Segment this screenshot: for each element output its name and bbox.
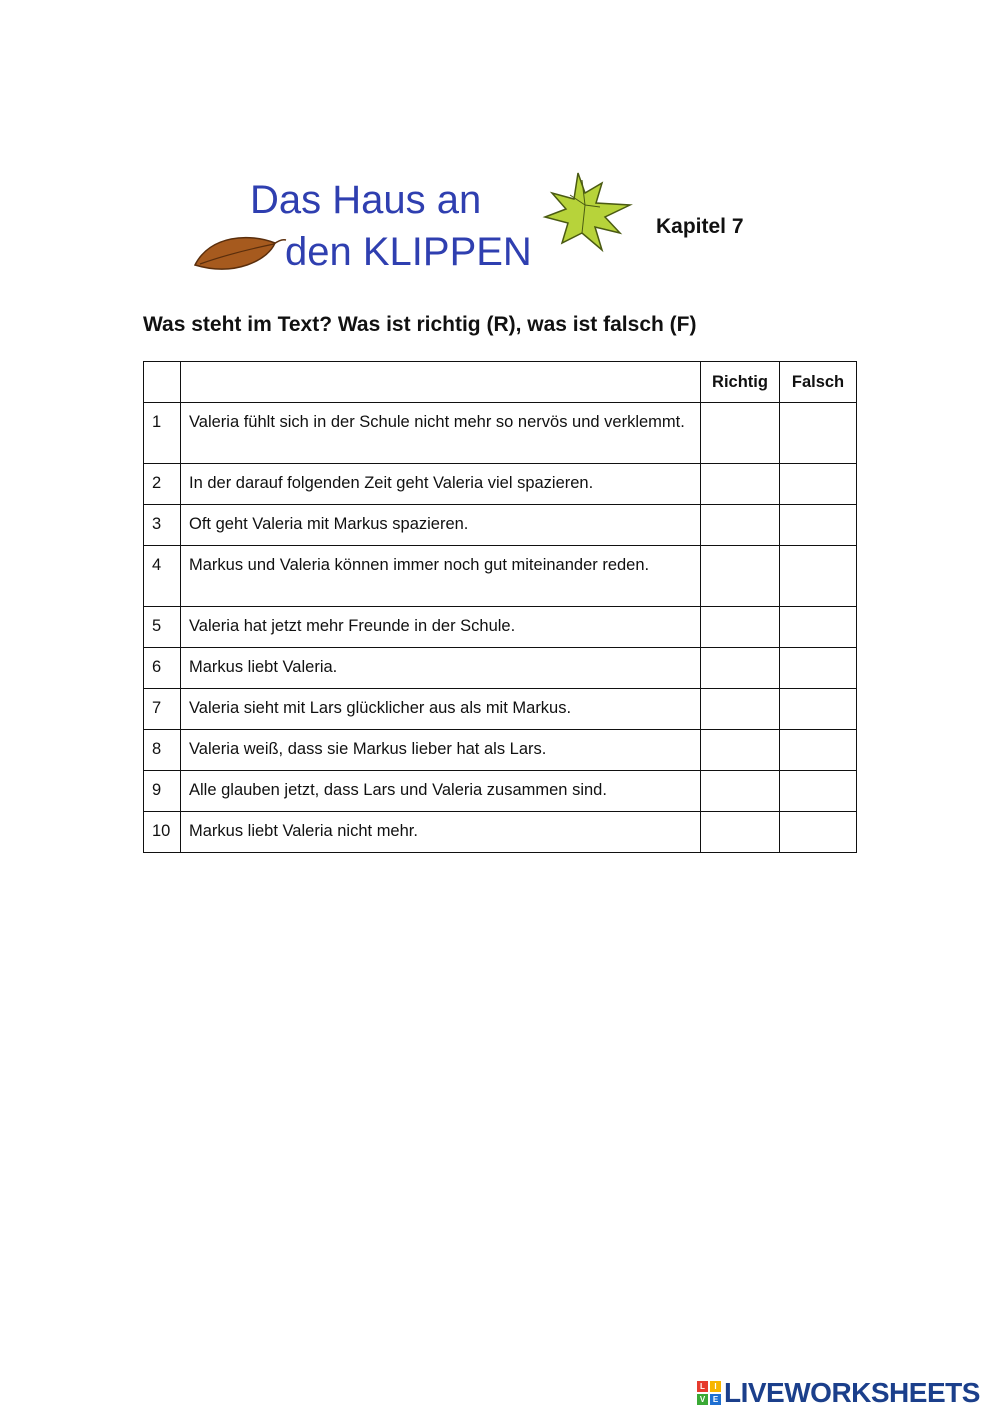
header-number [144,362,181,403]
table-row [144,730,857,771]
table-row [144,689,857,730]
row-number: 5 [144,607,181,648]
logo-block: I [710,1381,721,1392]
answer-richtig-cell[interactable] [701,730,780,771]
brand-name: LIVEWORKSHEETS [724,1377,980,1408]
green-leaf-icon [545,173,630,250]
answer-falsch-cell[interactable] [780,812,857,853]
table-row [144,648,857,689]
answer-richtig-cell[interactable] [701,689,780,730]
answer-richtig-cell[interactable] [701,546,780,607]
table-header-row [144,362,857,403]
answer-richtig-cell[interactable] [701,812,780,853]
table-row [144,505,857,546]
answer-falsch-cell[interactable] [780,403,857,464]
answer-falsch-cell[interactable] [780,464,857,505]
row-number: 8 [144,730,181,771]
logo-line1-text: Das Haus an [250,178,482,222]
answer-falsch-cell[interactable] [780,505,857,546]
answer-falsch-cell[interactable] [780,607,857,648]
answer-falsch-cell[interactable] [780,730,857,771]
instruction-heading: Was steht im Text? Was ist richtig (R), was ist falsch (F) [143,313,697,336]
row-statement: Valeria hat jetzt mehr Freunde in der Schule. [181,607,701,648]
row-statement: Valeria weiß, dass sie Markus lieber hat als Lars. [181,730,701,771]
row-statement: Oft geht Valeria mit Markus spazieren. [181,505,701,546]
row-statement: Markus liebt Valeria. [181,648,701,689]
header-richtig: Richtig [701,362,780,403]
row-statement: Markus liebt Valeria nicht mehr. [181,812,701,853]
brown-leaf-icon [195,238,286,269]
row-number: 7 [144,689,181,730]
answer-falsch-cell[interactable] [780,771,857,812]
logo-block: L [697,1381,708,1392]
row-number: 9 [144,771,181,812]
table-row [144,607,857,648]
row-number: 1 [144,403,181,464]
logo-line2-text: den KLIPPEN [285,230,532,274]
book-title-logo [190,165,640,280]
row-statement: Markus und Valeria können immer noch gut miteinander reden. [181,546,701,607]
row-number: 4 [144,546,181,607]
answer-richtig-cell[interactable] [701,464,780,505]
answer-falsch-cell[interactable] [780,546,857,607]
liveworksheets-logo [697,1378,980,1408]
row-statement: Alle glauben jetzt, dass Lars und Valeria zusammen sind. [181,771,701,812]
answer-richtig-cell[interactable] [701,607,780,648]
row-number: 10 [144,812,181,853]
header-statement [181,362,701,403]
logo-block: V [697,1394,708,1405]
row-number: 6 [144,648,181,689]
answer-richtig-cell[interactable] [701,403,780,464]
table-row [144,812,857,853]
true-false-table [143,361,857,853]
row-statement: Valeria fühlt sich in der Schule nicht mehr so nervös und verklemmt. [181,403,701,464]
row-statement: In der darauf folgenden Zeit geht Valeria viel spazieren. [181,464,701,505]
table-row [144,546,857,607]
row-number: 3 [144,505,181,546]
row-number: 2 [144,464,181,505]
chapter-label: Kapitel 7 [656,215,744,238]
row-statement: Valeria sieht mit Lars glücklicher aus als mit Markus. [181,689,701,730]
answer-richtig-cell[interactable] [701,505,780,546]
logo-block: E [710,1394,721,1405]
table-row [144,771,857,812]
answer-richtig-cell[interactable] [701,648,780,689]
table-row [144,464,857,505]
header-falsch: Falsch [780,362,857,403]
answer-falsch-cell[interactable] [780,689,857,730]
logo-blocks-icon [697,1381,721,1405]
answer-richtig-cell[interactable] [701,771,780,812]
table-row [144,403,857,464]
answer-falsch-cell[interactable] [780,648,857,689]
